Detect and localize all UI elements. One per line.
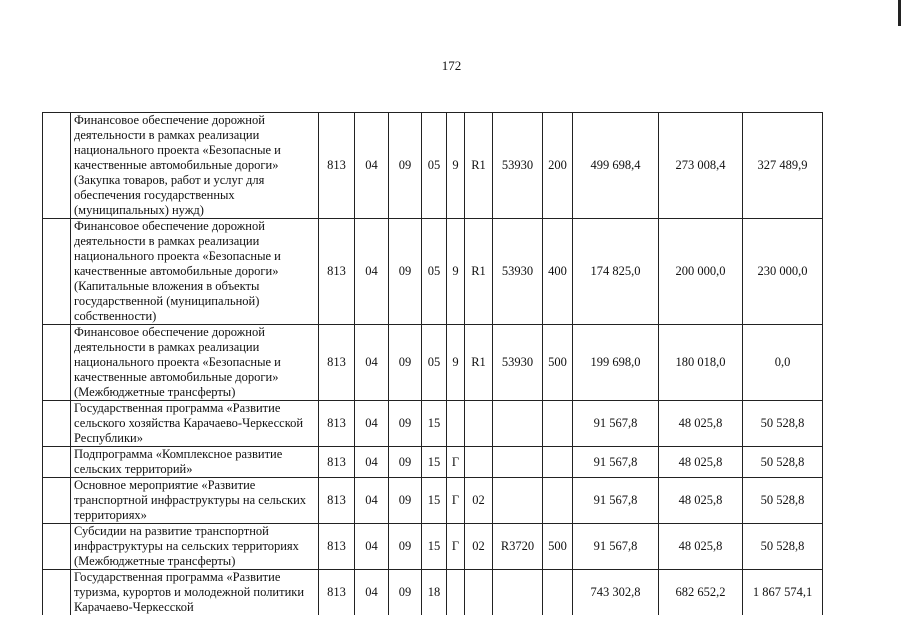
measure-code-cell: 02 [465,524,493,570]
item-name-cell: Финансовое обеспечение дорожной деятельности в рамках реализации национального проекта «Безопасные и качественные автомобильные дороги» (Закупка товаров, работ и услуг для обеспечения государственных (муниципальных) нужд) [71,113,319,219]
budget-table [42,112,823,615]
amount-year1-cell: 199 698,0 [573,325,659,401]
measure-code-cell: 02 [465,478,493,524]
grbs-code-cell: 813 [319,447,355,478]
table-row [43,524,823,570]
expense-type-cell [543,478,573,524]
section-code-cell: 04 [355,113,389,219]
program-code-cell: 05 [422,219,447,325]
item-name-cell: Субсидии на развитие транспортной инфраструктуры на сельских территориях (Межбюджетные трансферты) [71,524,319,570]
subprogram-code-cell: Г [447,524,465,570]
amount-year1-cell: 499 698,4 [573,113,659,219]
direction-code-cell [493,447,543,478]
direction-code-cell [493,401,543,447]
subprogram-code-cell: 9 [447,113,465,219]
subprogram-code-cell: 9 [447,219,465,325]
subsection-code-cell: 09 [389,325,422,401]
program-code-cell: 18 [422,570,447,616]
section-code-cell: 04 [355,219,389,325]
amount-year1-cell: 91 567,8 [573,524,659,570]
table-row [43,325,823,401]
measure-code-cell [465,570,493,616]
grbs-code-cell: 813 [319,219,355,325]
amount-year3-cell: 50 528,8 [743,478,823,524]
direction-code-cell: R3720 [493,524,543,570]
row-number-cell [43,524,71,570]
amount-year3-cell: 50 528,8 [743,524,823,570]
amount-year3-cell: 230 000,0 [743,219,823,325]
program-code-cell: 15 [422,478,447,524]
direction-code-cell: 53930 [493,219,543,325]
amount-year2-cell: 48 025,8 [659,524,743,570]
item-name-cell: Государственная программа «Развитие туризма, курортов и молодежной политики Карачаево-Черкесской [71,570,319,616]
amount-year2-cell: 682 652,2 [659,570,743,616]
section-code-cell: 04 [355,478,389,524]
expense-type-cell [543,401,573,447]
amount-year2-cell: 48 025,8 [659,447,743,478]
row-number-cell [43,325,71,401]
section-code-cell: 04 [355,325,389,401]
amount-year2-cell: 48 025,8 [659,478,743,524]
row-number-cell [43,113,71,219]
expense-type-cell [543,570,573,616]
direction-code-cell: 53930 [493,113,543,219]
subsection-code-cell: 09 [389,401,422,447]
section-code-cell: 04 [355,447,389,478]
subprogram-code-cell [447,401,465,447]
measure-code-cell: R1 [465,219,493,325]
table-row [43,219,823,325]
table-row [43,570,823,616]
amount-year1-cell: 174 825,0 [573,219,659,325]
item-name-cell: Финансовое обеспечение дорожной деятельности в рамках реализации национального проекта «Безопасные и качественные автомобильные дороги» (Капитальные вложения в объекты государственной (муниципальной) собственности) [71,219,319,325]
item-name-cell: Финансовое обеспечение дорожной деятельности в рамках реализации национального проекта «Безопасные и качественные автомобильные дороги» (Межбюджетные трансферты) [71,325,319,401]
program-code-cell: 05 [422,113,447,219]
table-row [43,401,823,447]
table-row [43,478,823,524]
amount-year3-cell: 0,0 [743,325,823,401]
subprogram-code-cell: Г [447,447,465,478]
grbs-code-cell: 813 [319,325,355,401]
scan-edge-mark [898,0,901,26]
amount-year1-cell: 91 567,8 [573,447,659,478]
amount-year2-cell: 180 018,0 [659,325,743,401]
subsection-code-cell: 09 [389,524,422,570]
grbs-code-cell: 813 [319,524,355,570]
expense-type-cell [543,447,573,478]
row-number-cell [43,401,71,447]
row-number-cell [43,478,71,524]
subprogram-code-cell: 9 [447,325,465,401]
item-name-cell: Государственная программа «Развитие сельского хозяйства Карачаево-Черкесской Республики» [71,401,319,447]
expense-type-cell: 500 [543,325,573,401]
amount-year2-cell: 48 025,8 [659,401,743,447]
amount-year3-cell: 1 867 574,1 [743,570,823,616]
amount-year3-cell: 50 528,8 [743,401,823,447]
subsection-code-cell: 09 [389,570,422,616]
grbs-code-cell: 813 [319,401,355,447]
amount-year3-cell: 50 528,8 [743,447,823,478]
expense-type-cell: 500 [543,524,573,570]
program-code-cell: 15 [422,524,447,570]
section-code-cell: 04 [355,570,389,616]
row-number-cell [43,570,71,616]
measure-code-cell: R1 [465,325,493,401]
table-row [43,113,823,219]
subprogram-code-cell: Г [447,478,465,524]
amount-year2-cell: 273 008,4 [659,113,743,219]
row-number-cell [43,447,71,478]
amount-year1-cell: 91 567,8 [573,401,659,447]
grbs-code-cell: 813 [319,113,355,219]
subsection-code-cell: 09 [389,219,422,325]
expense-type-cell: 400 [543,219,573,325]
program-code-cell: 05 [422,325,447,401]
subprogram-code-cell [447,570,465,616]
amount-year3-cell: 327 489,9 [743,113,823,219]
grbs-code-cell: 813 [319,570,355,616]
measure-code-cell [465,401,493,447]
item-name-cell: Подпрограмма «Комплексное развитие сельских территорий» [71,447,319,478]
subsection-code-cell: 09 [389,478,422,524]
direction-code-cell [493,478,543,524]
measure-code-cell: R1 [465,113,493,219]
direction-code-cell: 53930 [493,325,543,401]
amount-year1-cell: 743 302,8 [573,570,659,616]
amount-year1-cell: 91 567,8 [573,478,659,524]
section-code-cell: 04 [355,401,389,447]
measure-code-cell [465,447,493,478]
table-row [43,447,823,478]
program-code-cell: 15 [422,447,447,478]
direction-code-cell [493,570,543,616]
expense-type-cell: 200 [543,113,573,219]
subsection-code-cell: 09 [389,113,422,219]
program-code-cell: 15 [422,401,447,447]
amount-year2-cell: 200 000,0 [659,219,743,325]
grbs-code-cell: 813 [319,478,355,524]
page-number: 172 [441,58,462,73]
row-number-cell [43,219,71,325]
subsection-code-cell: 09 [389,447,422,478]
item-name-cell: Основное мероприятие «Развитие транспортной инфраструктуры на сельских территориях» [71,478,319,524]
section-code-cell: 04 [355,524,389,570]
